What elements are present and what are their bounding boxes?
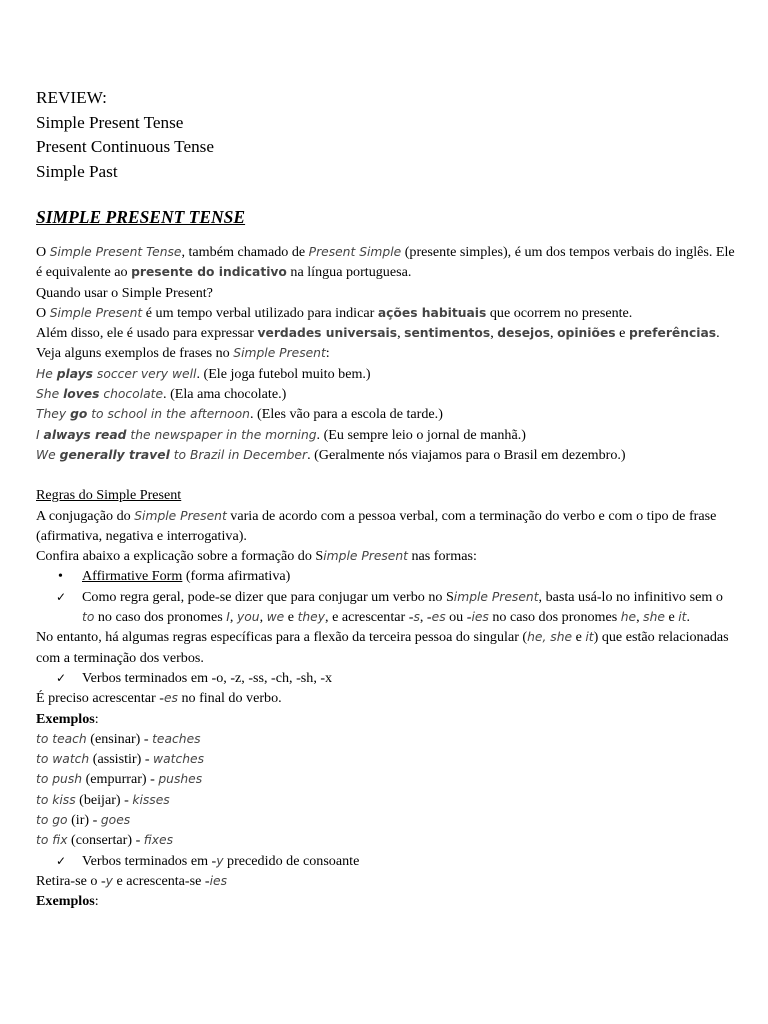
example-sentence: She loves chocolate. (Ela ama chocolate.) xyxy=(36,386,287,403)
spacer xyxy=(36,465,736,485)
review-block xyxy=(36,86,214,184)
bullet-list xyxy=(36,566,736,586)
rules-paragraph: A conjugação do Simple Present varia de acordo com a pessoa verbal, com a terminação do verbo e com o tipo de frase (afirmativa, negativa e interrogativa). xyxy=(36,507,717,544)
bullet-item: • Affirmative Form (forma afirmativa) xyxy=(36,566,736,586)
rules-paragraph: Confira abaixo a explicação sobre a formação do Simple Present nas formas: xyxy=(36,548,477,565)
check-list xyxy=(36,587,736,628)
intro-paragraph: O Simple Present Tense, também chamado de Present Simple (presente simples), é um dos tempos verbais do inglês. Ele é equivalente ao presente do indicativo na língua portuguesa. xyxy=(36,244,735,281)
document-body xyxy=(36,242,736,912)
review-item: Simple Present Tense xyxy=(36,112,184,132)
verb-example: to teach (ensinar) - teaches xyxy=(36,730,201,747)
rules-paragraph: Retira-se o -y e acrescenta-se -ies xyxy=(36,872,227,889)
check-item: ✓ Como regra geral, pode-se dizer que para conjugar um verbo no Simple Present, basta usá-lo no infinitivo sem o to no caso dos pronomes I, you, we e they, e acrescentar -s, -es ou -ies no caso dos pronomes he, she e it. xyxy=(36,587,736,628)
rules-paragraph: No entanto, há algumas regras específicas para a flexão da terceira pessoa do singular (he, she e it) que estão relacionadas com a terminação dos verbos. xyxy=(36,629,729,666)
review-item: Simple Past xyxy=(36,161,118,181)
verb-example: to fix (consertar) - fixes xyxy=(36,832,173,849)
rules-paragraph: É preciso acrescentar -es no final do verbo. xyxy=(36,690,282,707)
usage-paragraph: Além disso, ele é usado para expressar verdades universais, sentimentos, desejos, opiniões e preferências. xyxy=(36,325,720,342)
example-sentence: We generally travel to Brazil in December. (Geralmente nós viajamos para o Brasil em dezembro.) xyxy=(36,446,626,463)
examples-label: Exemplos: xyxy=(36,710,99,727)
section-title: SIMPLE PRESENT TENSE xyxy=(36,207,246,227)
question-line: Quando usar o Simple Present? xyxy=(36,284,213,301)
verb-example: to push (empurrar) - pushes xyxy=(36,771,203,788)
usage-paragraph: O Simple Present é um tempo verbal utilizado para indicar ações habituais que ocorrem no presente. xyxy=(36,304,633,321)
check-item: ✓ Verbos terminados em -y precedido de consoante xyxy=(36,851,736,871)
examples-intro: Veja alguns exemplos de frases no Simple Present: xyxy=(36,345,330,362)
review-item: Present Continuous Tense xyxy=(36,137,214,156)
example-sentence: He plays soccer very well. (Ele joga futebol muito bem.) xyxy=(36,365,371,382)
examples-label: Exemplos: xyxy=(36,893,99,910)
verb-example: to kiss (beijar) - kisses xyxy=(36,791,170,808)
rules-heading: Regras do Simple Present xyxy=(36,487,182,504)
review-heading: REVIEW: xyxy=(36,88,107,107)
example-sentence: They go to school in the afternoon. (Eles vão para a escola de tarde.) xyxy=(36,406,443,423)
check-list xyxy=(36,851,736,871)
verb-example: to watch (assistir) - watches xyxy=(36,751,204,768)
check-item: ✓ Verbos terminados em -o, -z, -ss, -ch, -sh, -x xyxy=(36,668,736,688)
check-list xyxy=(36,668,736,688)
example-sentence: I always read the newspaper in the morning. (Eu sempre leio o jornal de manhã.) xyxy=(36,426,526,443)
verb-example: to go (ir) - goes xyxy=(36,812,131,829)
